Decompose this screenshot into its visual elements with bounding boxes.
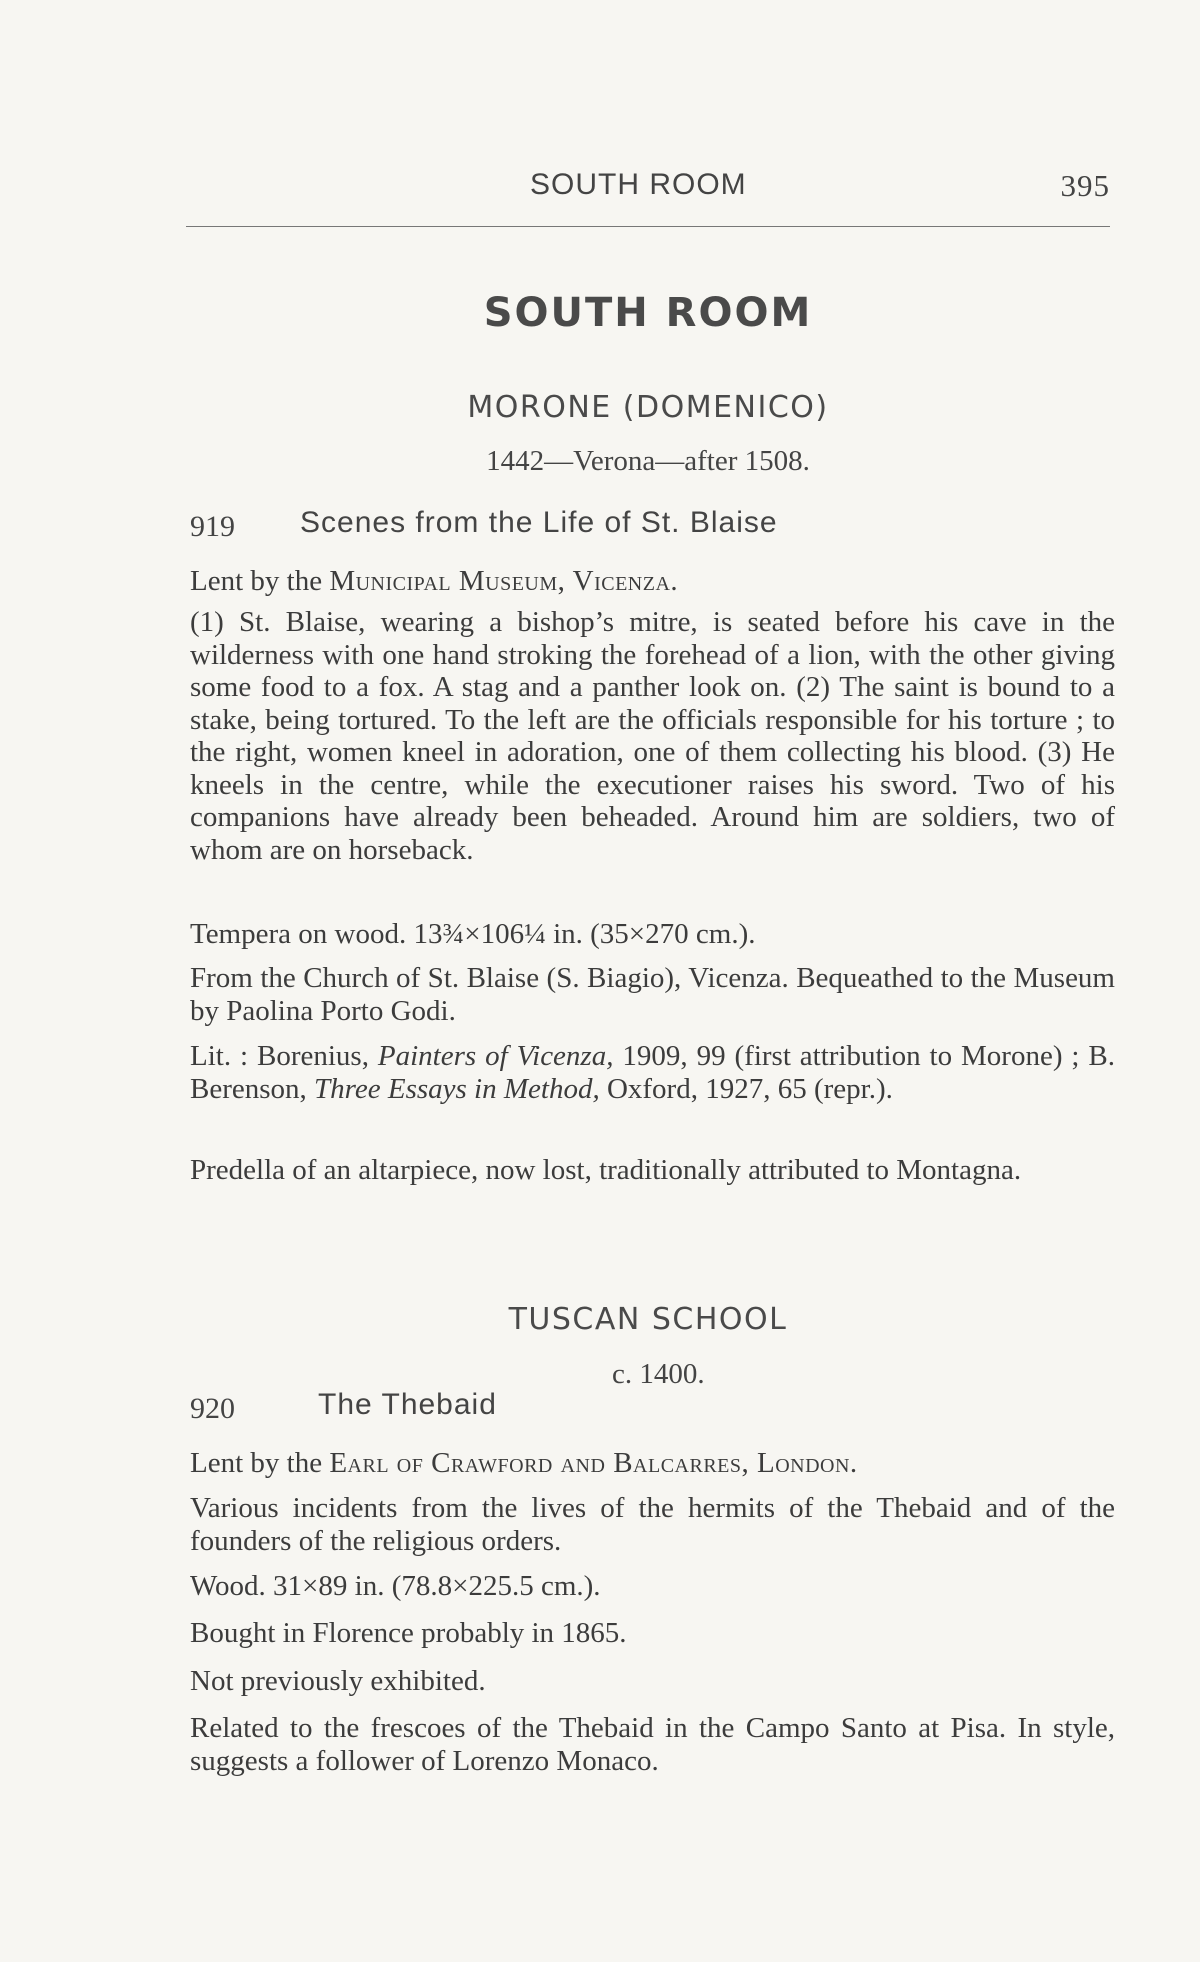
work-title: The Thebaid (318, 1388, 497, 1421)
header-rule (186, 226, 1110, 227)
medium-dimensions: Wood. 31×89 in. (78.8×225.5 cm.). (190, 1570, 601, 1602)
work-title: Scenes from the Life of St. Blaise (300, 506, 778, 539)
lit-title: Three Essays in Method, (314, 1072, 600, 1105)
literature (190, 1040, 1115, 1105)
lender-name: Municipal Museum, Vicenza. (329, 565, 679, 597)
provenance: From the Church of St. Blaise (S. Biagio), Vicenza. Bequeathed to the Museum by Paolina Porto Godi. (190, 962, 1115, 1027)
running-head (186, 168, 1110, 208)
artist-dates: 1442—Verona—after 1508. (486, 445, 810, 477)
page-number: 395 (1060, 168, 1110, 203)
medium-dimensions: Tempera on wood. 13¾×106¼ in. (35×270 cm.). (190, 918, 756, 950)
lender-prefix: Lent by the (190, 565, 323, 597)
catalogue-number: 920 (190, 1392, 235, 1425)
work-description: Various incidents from the lives of the hermits of the Thebaid and of the founders of the religious orders. (190, 1492, 1115, 1557)
note: Related to the frescoes of the Thebaid in the Campo Santo at Pisa. In style, suggests a follower of Lorenzo Monaco. (190, 1712, 1115, 1777)
artist-name: MORONE (DOMENICO) (467, 390, 829, 425)
lender-prefix: Lent by the (190, 1447, 323, 1479)
exhibition-history: Not previously exhibited. (190, 1665, 486, 1697)
artist-dates: c. 1400. (612, 1358, 705, 1390)
lender-name: Earl of Crawford and Balcarres, London. (329, 1447, 858, 1479)
catalogue-number: 919 (190, 510, 235, 543)
work-description: (1) St. Blaise, wearing a bishop’s mitre, is seated before his cave in the wilderness with one hand stroking the forehead of a lion, with the other giving some food to a fox. A stag and a panther look on. (2) The saint is bound to a stake, being tortured. To the left are the officials responsible for his torture ; to the right, women kneel in adoration, one of them collecting his blood. (3) He kneels in the centre, while the executioner raises his sword. Two of his companions have already been beheaded. Around him are soldiers, two of whom are on horseback. (190, 606, 1115, 866)
lender-line (190, 1447, 1115, 1480)
lit-part: Oxford, 1927, 65 (repr.). (606, 1072, 893, 1105)
lit-title: Painters of Vicenza, (377, 1040, 614, 1072)
section-title: SOUTH ROOM (483, 290, 813, 336)
provenance: Bought in Florence probably in 1865. (190, 1617, 627, 1649)
artist-name: TUSCAN SCHOOL (508, 1302, 788, 1337)
lit-part: Lit. : Borenius, (190, 1040, 369, 1072)
lit-part: 1909, 99 (first attribution to Morone) ; B. Berenson, (190, 1040, 1115, 1105)
running-head-title: SOUTH ROOM (530, 168, 747, 201)
note: Predella of an altarpiece, now lost, traditionally attributed to Montagna. (190, 1154, 1022, 1186)
lender-line (190, 565, 1115, 598)
